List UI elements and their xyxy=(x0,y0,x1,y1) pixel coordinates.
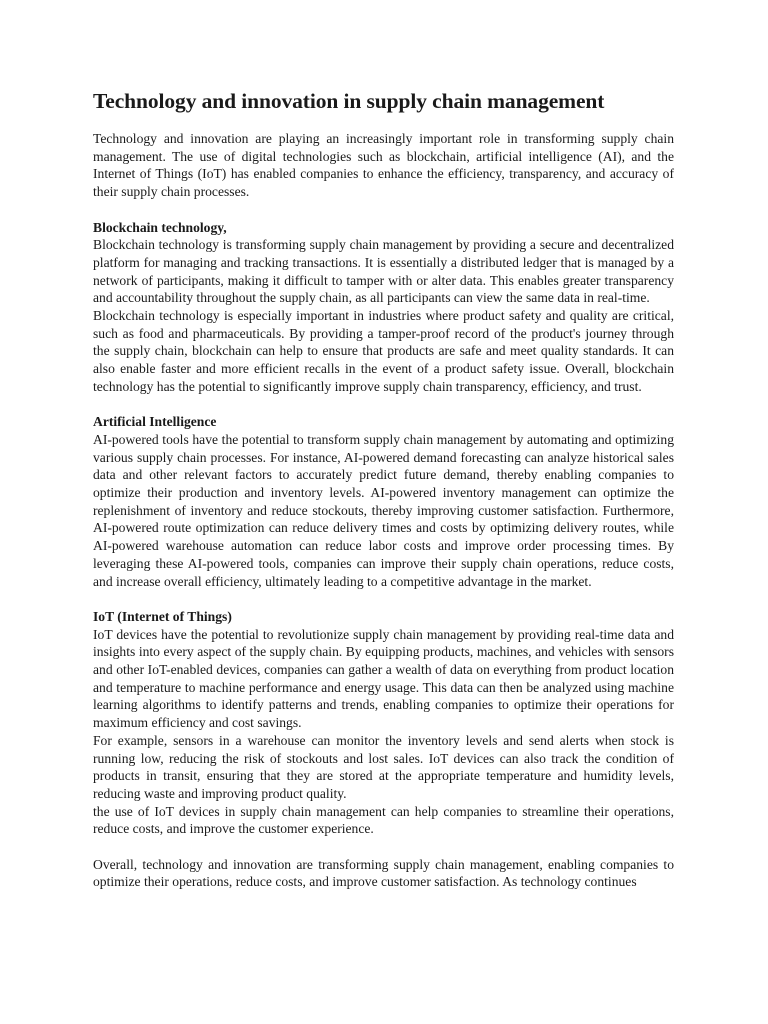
spacer xyxy=(93,396,674,414)
section-paragraph: the use of IoT devices in supply chain management can help companies to streamline their operations, reduce costs, and improve the customer experience. xyxy=(93,803,674,837)
document-title: Technology and innovation in supply chain management xyxy=(93,89,605,113)
section-paragraph: AI-powered tools have the potential to transform supply chain management by automating and optimizing various supply chain processes. For instance, AI-powered demand forecasting can analyze historical sales data and other relevant factors to accurately predict future demand, thereby enabling companies to optimize their production and inventory levels. AI-powered inventory management can optimize the replenishment of inventory and reduce stockouts, thereby improving customer satisfaction. Furthermore, AI-powered route optimization can reduce delivery times and costs by optimizing delivery routes, while AI-powered warehouse automation can reduce labor costs and improve order processing times. By leveraging these AI-powered tools, companies can improve their supply chain operations, reduce costs, and increase overall efficiency, ultimately leading to a competitive advantage in the market. xyxy=(93,431,674,589)
spacer xyxy=(93,201,674,219)
section-blockchain xyxy=(93,219,674,396)
intro-paragraph: Technology and innovation are playing an increasingly important role in transforming supply chain management. The use of digital technologies such as blockchain, artificial intelligence (AI), and the Internet of Things (IoT) has enabled companies to enhance the efficiency, transparency, and accuracy of their supply chain processes. xyxy=(93,131,674,200)
section-paragraph: IoT devices have the potential to revolutionize supply chain management by providing real-time data and insights into every aspect of the supply chain. By equipping products, machines, and vehicles with sensors and other IoT-enabled devices, companies can gather a wealth of data on everything from product location and temperature to machine performance and energy usage. This data can then be analyzed using machine learning algorithms to identify patterns and trends, enabling companies to optimize their operations for maximum efficiency and cost savings. xyxy=(93,626,674,731)
spacer xyxy=(93,590,674,608)
section-heading: Artificial Intelligence xyxy=(93,414,217,430)
section-paragraph: Blockchain technology is especially important in industries where product safety and quality are critical, such as food and pharmaceuticals. By providing a tamper-proof record of the product's journey through the supply chain, blockchain can help to ensure that products are safe and meet quality standards. It can also enable faster and more efficient recalls in the event of a product safety issue. Overall, blockchain technology has the potential to significantly improve supply chain transparency, efficiency, and trust. xyxy=(93,308,674,394)
section-iot xyxy=(93,608,674,838)
section-ai xyxy=(93,413,674,590)
section-paragraph: For example, sensors in a warehouse can monitor the inventory levels and send alerts when stock is running low, reducing the risk of stockouts and lost sales. IoT devices can also track the condition of products in transit, ensuring that they are stored at the appropriate temperature and humidity levels, reducing waste and improving product quality. xyxy=(93,732,674,801)
spacer xyxy=(93,838,674,856)
section-heading: IoT (Internet of Things) xyxy=(93,608,232,624)
document-page xyxy=(93,86,674,891)
section-heading: Blockchain technology, xyxy=(93,219,227,235)
section-paragraph: Blockchain technology is transforming supply chain management by providing a secure and decentralized platform for managing and tracking transactions. It is essentially a distributed ledger that is managed by a network of participants, making it difficult to tamper with or alter data. This enables greater transparency and accountability throughout the supply chain, as all participants can view the same data in real-time. xyxy=(93,237,674,306)
conclusion-paragraph: Overall, technology and innovation are transforming supply chain management, enabling companies to optimize their operations, reduce costs, and improve customer satisfaction. As technology continues xyxy=(93,856,674,890)
